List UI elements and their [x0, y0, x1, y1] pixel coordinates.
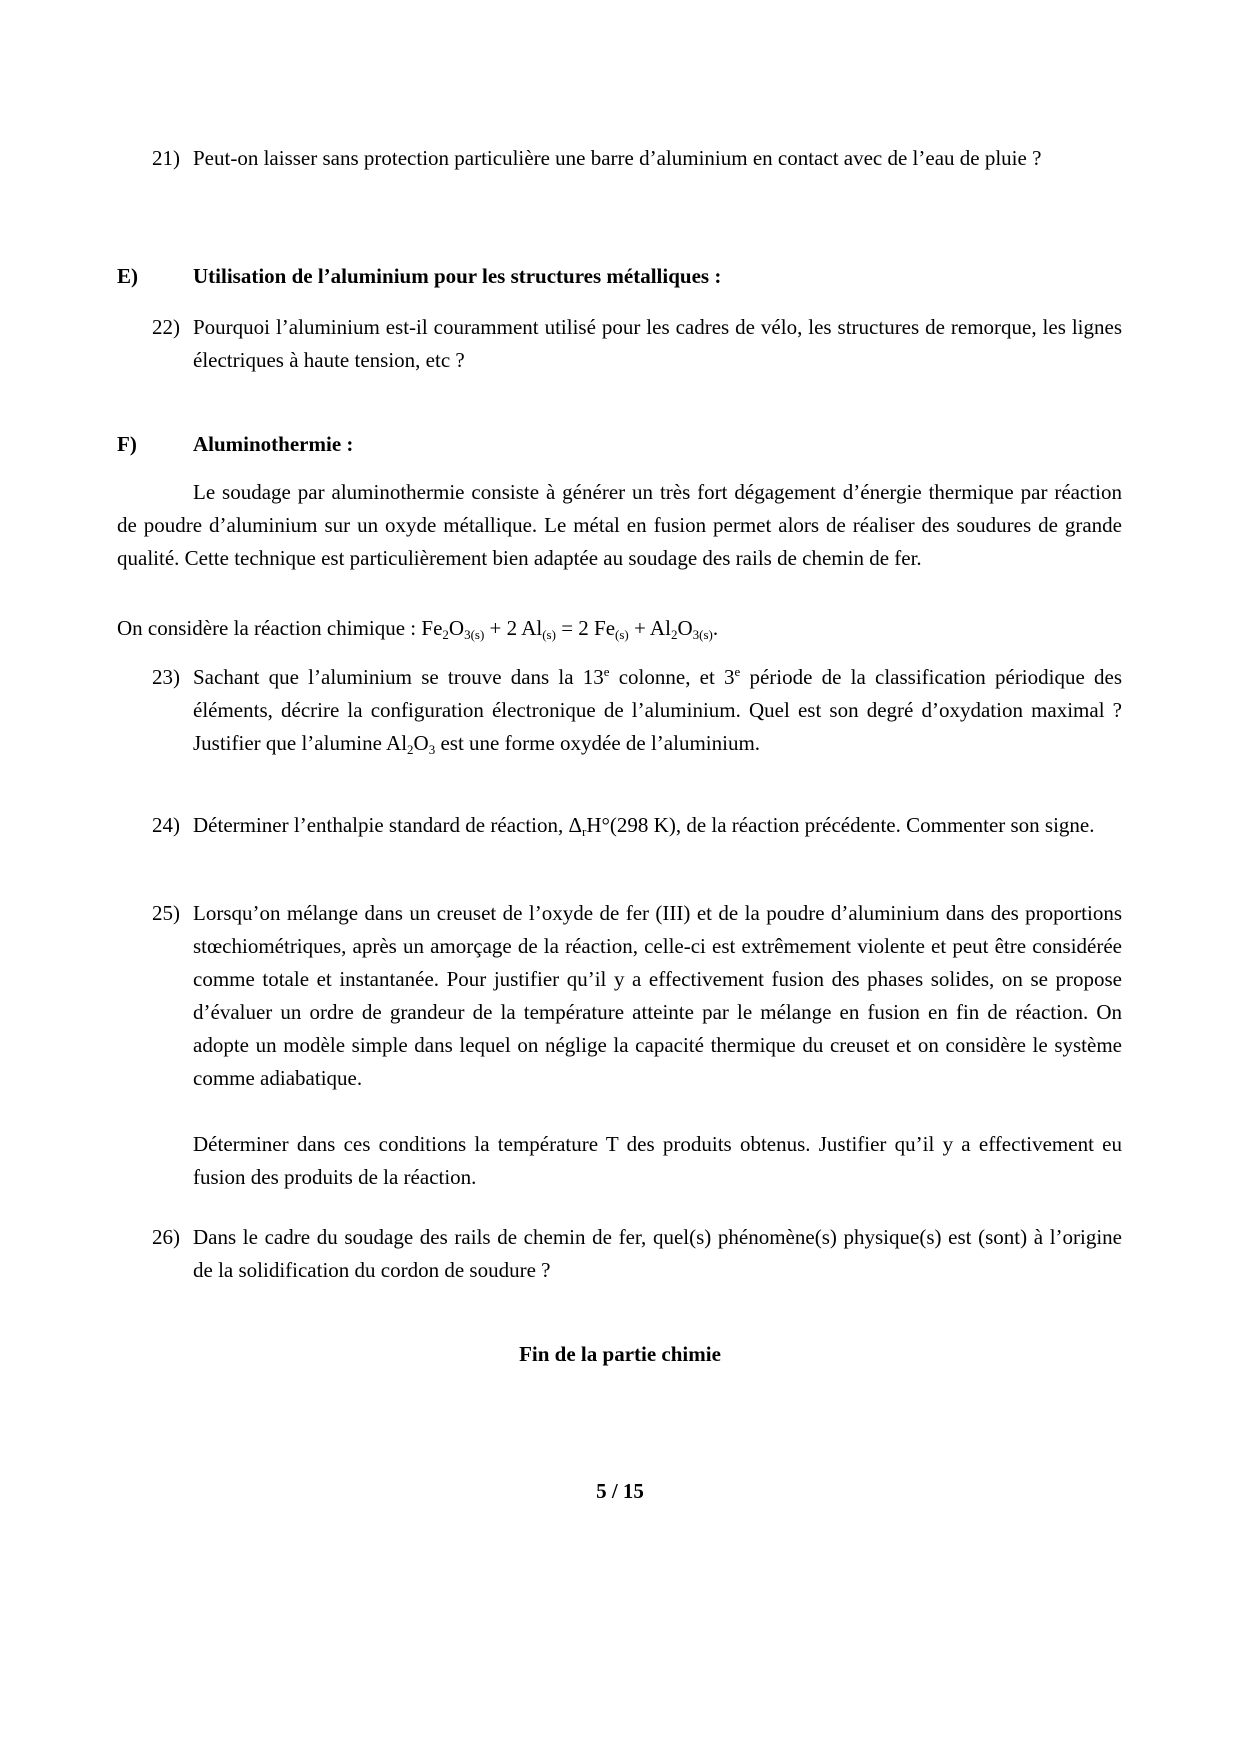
question-text: Sachant que l’aluminium se trouve dans la 13e colonne, et 3e période de la classification périodique des éléments, décrire la configuration électronique de l’aluminium. Quel est son degré d’oxydation maximal ? Justifier que l’alumine $Al_2O_3$ est une forme oxydée de l’aluminium.: [193, 664, 1122, 757]
intro-text: Le soudage par aluminothermie consiste à générer un très fort dégagement d’énergie thermique par réaction de poudre d’aluminium sur un oxyde métallique. Le métal en fusion permet alors de réaliser des soudures de grande qualité. Cette technique est particulièrement bien adaptée au soudage des rails de chemin de fer.: [117, 480, 1122, 570]
question-23: [117, 661, 1122, 760]
question-subtext: Déterminer dans ces conditions la température T des produits obtenus. Justifier qu’il y a effectivement eu fusion des produits de la réaction.: [193, 1132, 1122, 1189]
question-text: Déterminer l’enthalpie standard de réaction, $\Delta_rH^\circ(298$ K), de la réaction précédente. Commenter son signe.: [193, 813, 1095, 839]
question-21: [117, 142, 1122, 175]
question-number: 26): [152, 1225, 180, 1249]
question-number: 23): [152, 665, 180, 689]
question-number: 24): [152, 813, 180, 837]
question-text: Dans le cadre du soudage des rails de chemin de fer, quel(s) phénomène(s) physique(s) est (sont) à l’origine de la solidification du cordon de soudure ?: [193, 1225, 1122, 1282]
end-of-section-label: Fin de la partie chimie: [519, 1342, 721, 1366]
question-number: 22): [152, 315, 180, 339]
section-f-heading: [117, 428, 353, 461]
question-text: Peut-on laisser sans protection particulière une barre d’aluminium en contact avec de l’eau de pluie ?: [193, 146, 1042, 170]
section-letter: E): [117, 264, 138, 288]
question-text: Pourquoi l’aluminium est-il couramment utilisé pour les cadres de vélo, les structures de remorque, les lignes électriques à haute tension, etc ?: [193, 315, 1122, 372]
section-title: Aluminothermie :: [193, 432, 354, 456]
question-24: [117, 809, 1122, 842]
section-title: Utilisation de l’aluminium pour les structures métalliques :: [193, 264, 722, 288]
section-e-heading: [117, 260, 721, 293]
question-26: [117, 1221, 1122, 1287]
question-text: Lorsqu’on mélange dans un creuset de l’oxyde de fer (III) et de la poudre d’aluminium dans des proportions stœchiométriques, après un amorçage de la réaction, celle-ci est extrêmement violente et peut être considérée comme totale et instantanée. Pour justifier qu’il y a effectivement fusion des phases solides, on se propose d’évaluer un ordre de grandeur de la température atteinte par le mélange en fusion en fin de réaction. On adopte un modèle simple dans lequel on néglige la capacité thermique du creuset et on considère le système comme adiabatique.: [193, 901, 1122, 1090]
question-number: 25): [152, 901, 180, 925]
page-number: 5 / 15: [596, 1479, 644, 1503]
question-25: [117, 897, 1122, 1194]
intro-paragraph: [117, 476, 1122, 575]
section-letter: F): [117, 432, 137, 456]
question-22: [117, 311, 1122, 377]
reaction-equation: On considère la réaction chimique : $Fe_2O_{3(s)} + 2$ $Al_{(s)} = 2$ $Fe_{(s)} + Al_2O_{3(s)}$.: [117, 616, 719, 642]
question-number: 21): [152, 146, 180, 170]
